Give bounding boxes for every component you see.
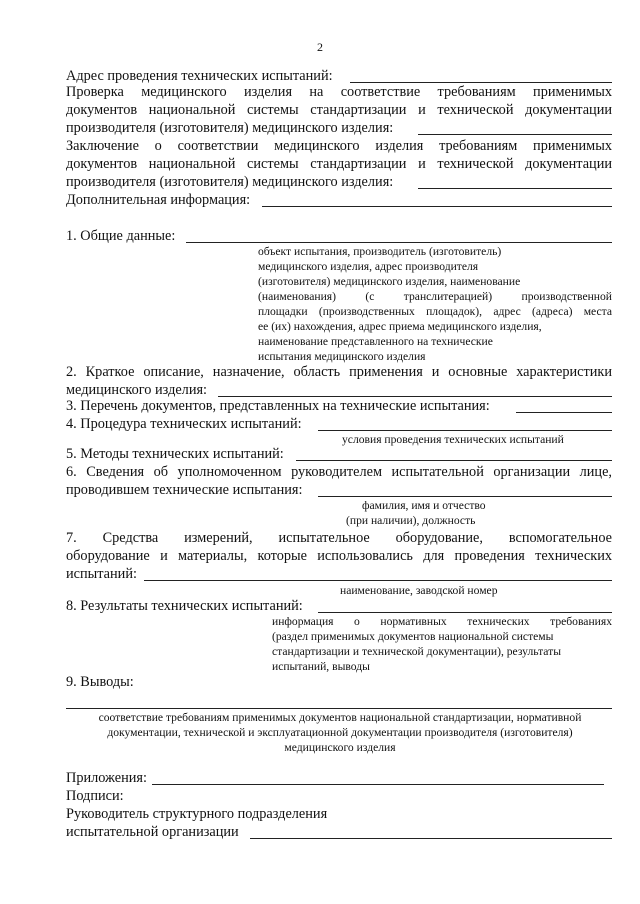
check-field[interactable] — [418, 134, 612, 135]
section-1-hint-line-2: медицинского изделия, адрес производителя — [258, 260, 479, 273]
address-label: Адрес проведения технических испытаний: — [66, 68, 333, 84]
section-1-field[interactable] — [186, 242, 612, 243]
section-4-hint: условия проведения технических испытаний — [342, 433, 564, 446]
section-7-line-3: испытаний: — [66, 566, 137, 582]
section-9-label: 9. Выводы: — [66, 674, 134, 690]
section-1-hint-line-6: ее (их) нахождения, адрес приема медицинского изделия, — [258, 320, 542, 333]
extra-info-field[interactable] — [262, 206, 612, 207]
section-9-hint-line-1: соответствие требованиям применимых документов национальной стандартизации, нормативной — [98, 711, 582, 724]
appendix-label: Приложения: — [66, 770, 147, 786]
section-3-field[interactable] — [516, 412, 612, 413]
section-4-field[interactable] — [318, 430, 612, 431]
section-4-label: 4. Процедура технических испытаний: — [66, 416, 302, 432]
section-1-hint-line-7: наименование представленного на технические — [258, 335, 493, 348]
conclusion-field[interactable] — [418, 188, 612, 189]
section-8-hint-line-2: (раздел применимых документов национальной системы — [272, 630, 554, 643]
section-8-hint-line-1: информация о нормативных технических требованиях — [272, 615, 612, 628]
section-1-hint-line-4: (наименования) (с транслитерацией) производственной — [258, 290, 612, 303]
appendix-field[interactable] — [152, 784, 604, 785]
section-1-hint-line-3: (изготовителя) медицинского изделия, наименование — [258, 275, 521, 288]
check-text-line-3: производителя (изготовителя) медицинского изделия: — [66, 120, 394, 136]
section-6-line-1: 6. Сведения об уполномоченном руководителем испытательной организации лице, — [66, 464, 612, 480]
head-of-unit-line-2: испытательной организации — [66, 824, 239, 840]
check-text-line-1: Проверка медицинского изделия на соответствие требованиям применимых — [66, 84, 612, 100]
section-6-hint-line-1: фамилия, имя и отчество — [362, 499, 486, 512]
section-3-label: 3. Перечень документов, представленных на технические испытания: — [66, 398, 490, 414]
section-7-line-1: 7. Средства измерений, испытательное оборудование, вспомогательное — [66, 530, 612, 546]
conclusion-text-line-1: Заключение о соответствии медицинского изделия требованиям применимых — [66, 138, 612, 154]
section-1-label: 1. Общие данные: — [66, 228, 176, 244]
section-1-hint-line-8: испытания медицинского изделия — [258, 350, 426, 363]
signatures-label: Подписи: — [66, 788, 124, 804]
section-6-line-2: проводившем технические испытания: — [66, 482, 303, 498]
section-8-hint-line-3: стандартизации и технической документации), результаты — [272, 645, 561, 658]
section-9-hint-line-2: документации, технической и эксплуатационной документации производителя (изготовителя) — [107, 726, 573, 739]
head-of-unit-line-1: Руководитель структурного подразделения — [66, 806, 328, 822]
section-8-hint-line-4: испытаний, выводы — [272, 660, 370, 673]
page-number: 2 — [317, 40, 323, 54]
section-7-hint: наименование, заводской номер — [340, 584, 498, 597]
address-field[interactable] — [350, 82, 612, 83]
extra-info-label: Дополнительная информация: — [66, 192, 251, 208]
section-1-hint-line-5: площадки (производственных площадок), адрес (адреса) места — [258, 305, 612, 318]
section-5-field[interactable] — [296, 460, 612, 461]
section-5-label: 5. Методы технических испытаний: — [66, 446, 284, 462]
section-2-line-1: 2. Краткое описание, назначение, область применения и основные характеристики — [66, 364, 612, 380]
check-text-line-2: документов национальной системы стандартизации и технической документации — [66, 102, 612, 118]
section-8-label: 8. Результаты технических испытаний: — [66, 598, 303, 614]
section-8-field[interactable] — [318, 612, 612, 613]
section-1-hint-line-1: объект испытания, производитель (изготовитель) — [258, 245, 502, 258]
section-6-field[interactable] — [318, 496, 612, 497]
section-6-hint-line-2: (при наличии), должность — [346, 514, 476, 527]
section-9-hint-line-3: медицинского изделия — [284, 741, 396, 754]
section-9-field[interactable] — [66, 708, 612, 709]
section-2-line-2: медицинского изделия: — [66, 382, 208, 398]
section-7-field[interactable] — [144, 580, 612, 581]
section-7-line-2: оборудование и материалы, которые использовались для проведения технических — [66, 548, 612, 564]
conclusion-text-line-2: документов национальной системы стандартизации и технической документации — [66, 156, 612, 172]
section-2-field[interactable] — [218, 396, 612, 397]
head-signature-field[interactable] — [250, 838, 612, 839]
conclusion-text-line-3: производителя (изготовителя) медицинского изделия: — [66, 174, 394, 190]
